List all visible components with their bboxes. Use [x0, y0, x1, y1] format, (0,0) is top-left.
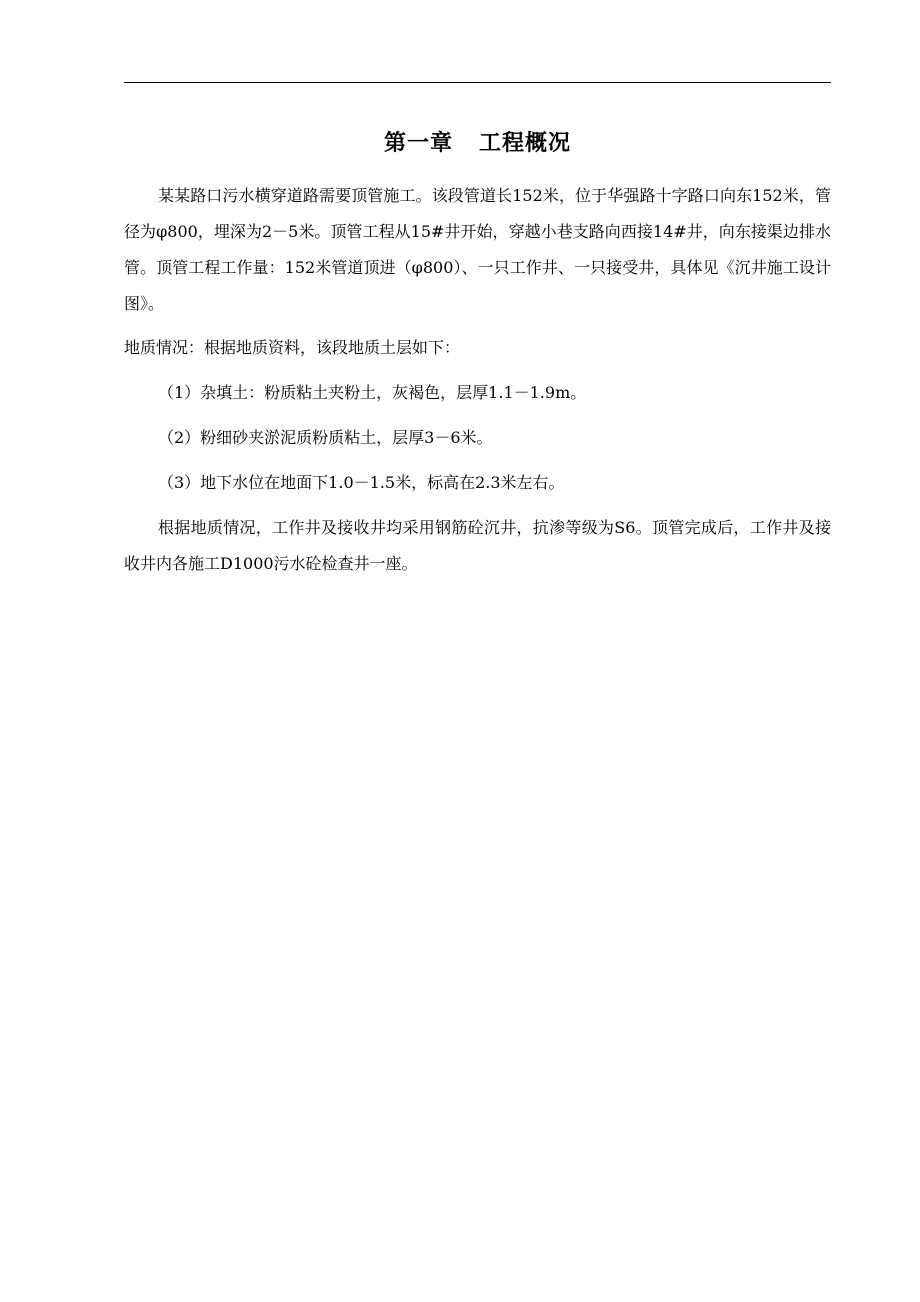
geology-heading: 地质情况：根据地质资料，该段地质土层如下： — [124, 338, 461, 357]
geology-item-2: （2）粉细砂夹淤泥质粉质粘土，层厚3－6米。 — [158, 428, 493, 447]
header-rule — [124, 82, 831, 83]
chapter-title: 第一章 工程概况 — [384, 131, 571, 156]
intro-paragraph: 某某路口污水横穿道路需要顶管施工。该段管道长152米，位于华强路十字路口向东152米，管径为φ800，埋深为2－5米。顶管工程从15#井开始，穿越小巷支路向西接14#井，向东接渠边排水管。顶管工程工作量：152米管道顶进（φ800）、一只工作井、一只接受井，具体见《沉井施工设计图》。 — [124, 186, 831, 313]
document-body — [124, 178, 831, 582]
geology-item-3: （3）地下水位在地面下1.0－1.5米，标高在2.3米左右。 — [158, 473, 565, 492]
geology-item-1: （1）杂填土：粉质粘土夹粉土，灰褐色，层厚1.1－1.9m。 — [158, 383, 587, 402]
conclusion-paragraph: 根据地质情况，工作井及接收井均采用钢筋砼沉井，抗渗等级为S6。顶管完成后，工作井及接收井内各施工D1000污水砼检查井一座。 — [124, 518, 831, 573]
